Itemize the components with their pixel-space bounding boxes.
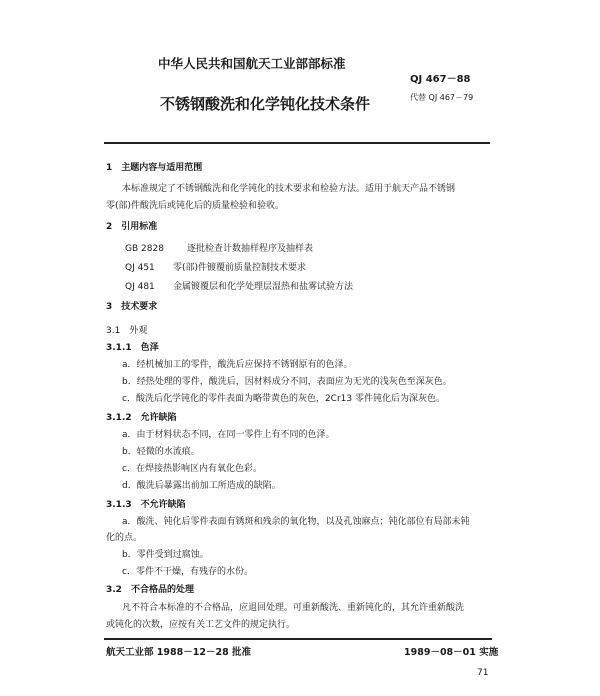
reference-item xyxy=(125,263,306,274)
effective-date: 1989－08－01 实施 xyxy=(404,647,499,658)
section-1-para-line2: 零(部)件酸洗后或钝化后的质量检验和验收。 xyxy=(106,201,285,211)
section-3-1-1-heading: 3.1.1 色泽 xyxy=(106,343,159,353)
reference-title: 金属镀覆层和化学处理层湿热和盐雾试验方法 xyxy=(173,282,354,292)
section-3-1-3-heading: 3.1.3 不允许缺陷 xyxy=(106,500,186,510)
reference-title: 零(部)件镀覆前质量控制技术要求 xyxy=(173,263,307,273)
section-3-2-heading: 3.2 不合格品的处理 xyxy=(106,585,194,595)
approval-date: 航天工业部 1988－12－28 批准 xyxy=(106,647,251,658)
section-3-1-2-heading: 3.1.2 允许缺陷 xyxy=(106,413,177,423)
org-standard-title: 中华人民共和国航天工业部部标准 xyxy=(158,56,346,71)
section-3-1-heading: 3.1 外观 xyxy=(106,326,148,336)
list-item: c．零件不干燥，有残存的水份。 xyxy=(122,567,253,577)
list-item: c．在焊接热影响区内有氧化色彩。 xyxy=(122,464,262,474)
reference-title: 逐批检查计数抽样程序及抽样表 xyxy=(187,244,314,254)
list-item: a．由于材料状态不同，在同一零件上有不同的色泽。 xyxy=(122,430,335,440)
reference-code: QJ 451 xyxy=(125,263,155,273)
list-item: d．酸洗后暴露出前加工所造成的缺陷。 xyxy=(122,481,281,491)
section-3-2-para-line1: 凡不符合本标准的不合格品，应退回处理。可重新酸洗、重新钝化的，其允许重新酸洗 xyxy=(122,603,465,613)
header-rule xyxy=(104,142,490,144)
footer-rule xyxy=(104,638,492,640)
replaces-standard: 代替 QJ 467－79 xyxy=(410,93,474,102)
reference-item xyxy=(125,282,353,293)
section-1-para-line1: 本标准规定了不锈钢酸洗和化学钝化的技术要求和检验方法。适用于航天产品不锈钢 xyxy=(122,184,456,194)
list-item: c．酸洗后化学钝化的零件表面为略带黄色的灰色，2Cr13 零件钝化后为深灰色。 xyxy=(122,394,445,404)
section-3-heading: 3 技术要求 xyxy=(106,302,158,312)
list-item: b．轻微的水流痕。 xyxy=(122,447,200,457)
list-item: a．经机械加工的零件，酸洗后应保持不锈钢原有的色泽。 xyxy=(122,360,353,370)
list-item: b．零件受到过腐蚀。 xyxy=(122,550,209,560)
list-item-continuation: 化的点。 xyxy=(106,533,143,543)
document-title: 不锈钢酸洗和化学钝化技术条件 xyxy=(160,95,371,113)
reference-code: QJ 481 xyxy=(125,282,155,292)
reference-code: GB 2828 xyxy=(125,244,164,254)
page-number: 71 xyxy=(477,668,489,678)
section-3-2-para-line2: 或钝化的次数，应按有关工艺文件的规定执行。 xyxy=(106,620,296,630)
reference-item xyxy=(125,244,313,255)
section-1-heading: 1 主题内容与适用范围 xyxy=(106,163,203,173)
list-item: b．经热处理的零件，酸洗后，因材料成分不同，表面应为无光的浅灰色至深灰色。 xyxy=(122,377,452,387)
section-2-heading: 2 引用标准 xyxy=(106,222,158,232)
standard-code: QJ 467－88 xyxy=(410,74,471,85)
list-item: a．酸洗、钝化后零件表面有锈斑和残余的氧化物，以及孔蚀麻点；钝化部位有局部未钝 xyxy=(122,517,470,527)
